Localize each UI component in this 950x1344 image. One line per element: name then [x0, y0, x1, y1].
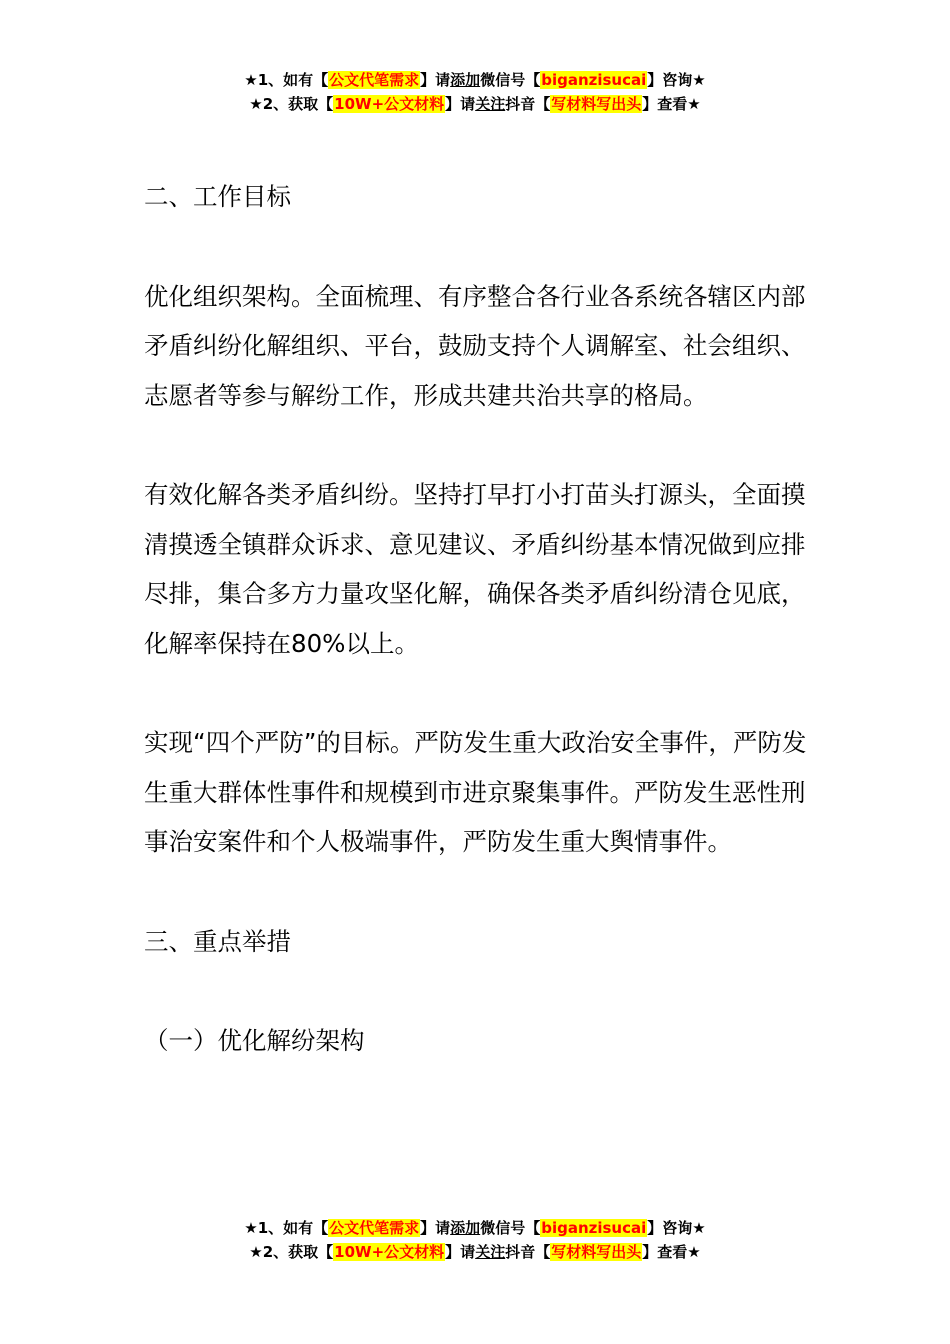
paragraph: 优化组织架构。全面梳理、有序整合各行业各系统各辖区内部矛盾纠纷化解组织、平台，鼓励支持个人调解室、社会组织、志愿者等参与解纷工作，形成共建共治共享的格局。	[144, 281, 806, 410]
highlight-wechat-id: biganzisucai	[541, 71, 647, 89]
highlight-materials: 10W+公文材料	[334, 1243, 445, 1261]
spacer	[144, 867, 814, 917]
banner-emphasis: 添加	[450, 71, 481, 89]
banner-line-2	[0, 1240, 950, 1264]
star-icon: ★	[244, 71, 258, 89]
spacer	[144, 966, 814, 1016]
highlight-service: 公文代笔需求	[329, 1219, 420, 1237]
spacer	[144, 420, 814, 470]
star-icon: ★	[687, 1243, 701, 1261]
highlight-wechat-id: biganzisucai	[541, 1219, 647, 1237]
star-icon: ★	[692, 1219, 706, 1237]
banner-text: 】请	[445, 1243, 476, 1261]
spacer	[144, 222, 814, 272]
highlight-douyin: 写材料写出头	[551, 1243, 642, 1261]
star-icon: ★	[692, 71, 706, 89]
paragraph: 有效化解各类矛盾纠纷。坚持打早打小打苗头打源头，全面摸清摸透全镇群众诉求、意见建议、矛盾纠纷基本情况做到应排尽排，集合多方力量攻坚化解，确保各类矛盾纠纷清仓见底，化解率保持在80%以上。	[144, 480, 806, 658]
banner-line-1	[0, 1216, 950, 1240]
banner-text: 】请	[420, 1219, 451, 1237]
star-icon: ★	[687, 95, 701, 113]
footer-banner	[0, 1216, 950, 1264]
star-icon: ★	[244, 1219, 258, 1237]
section-title: 三、重点举措	[144, 926, 291, 956]
banner-text: 2、获取【	[262, 1243, 334, 1261]
paragraph: 实现“四个严防”的目标。严防发生重大政治安全事件，严防发生重大群体性事件和规模到市进京聚集事件。严防发生恶性刑事治安案件和个人极端事件，严防发生重大舆情事件。	[144, 728, 807, 856]
banner-text: 】查看	[642, 1243, 688, 1261]
banner-text: 1、如有【	[257, 1219, 329, 1237]
spacer	[144, 668, 814, 718]
subsection-title: （一）优化解纷架构	[144, 1026, 365, 1055]
highlight-service: 公文代笔需求	[329, 71, 420, 89]
banner-text: 】请	[420, 71, 451, 89]
banner-text: 2、获取【	[262, 95, 334, 113]
banner-text: 】咨询	[647, 1219, 693, 1237]
document-body	[144, 172, 814, 1066]
banner-text: 微信号【	[480, 1219, 541, 1237]
banner-text: 微信号【	[480, 71, 541, 89]
star-icon: ★	[249, 1243, 263, 1261]
highlight-douyin: 写材料写出头	[551, 95, 642, 113]
banner-line-2	[0, 92, 950, 116]
header-banner	[0, 68, 950, 116]
star-icon: ★	[249, 95, 263, 113]
banner-emphasis: 关注	[475, 1243, 506, 1261]
banner-text: 】咨询	[647, 71, 693, 89]
banner-text: 抖音【	[505, 95, 551, 113]
section-title: 二、工作目标	[144, 182, 291, 211]
banner-emphasis: 关注	[475, 95, 506, 113]
banner-emphasis: 添加	[450, 1219, 481, 1237]
banner-line-1	[0, 68, 950, 92]
banner-text: 】查看	[642, 95, 688, 113]
banner-text: 1、如有【	[257, 71, 329, 89]
banner-text: 】请	[445, 95, 476, 113]
highlight-materials: 10W+公文材料	[334, 95, 445, 113]
banner-text: 抖音【	[505, 1243, 551, 1261]
